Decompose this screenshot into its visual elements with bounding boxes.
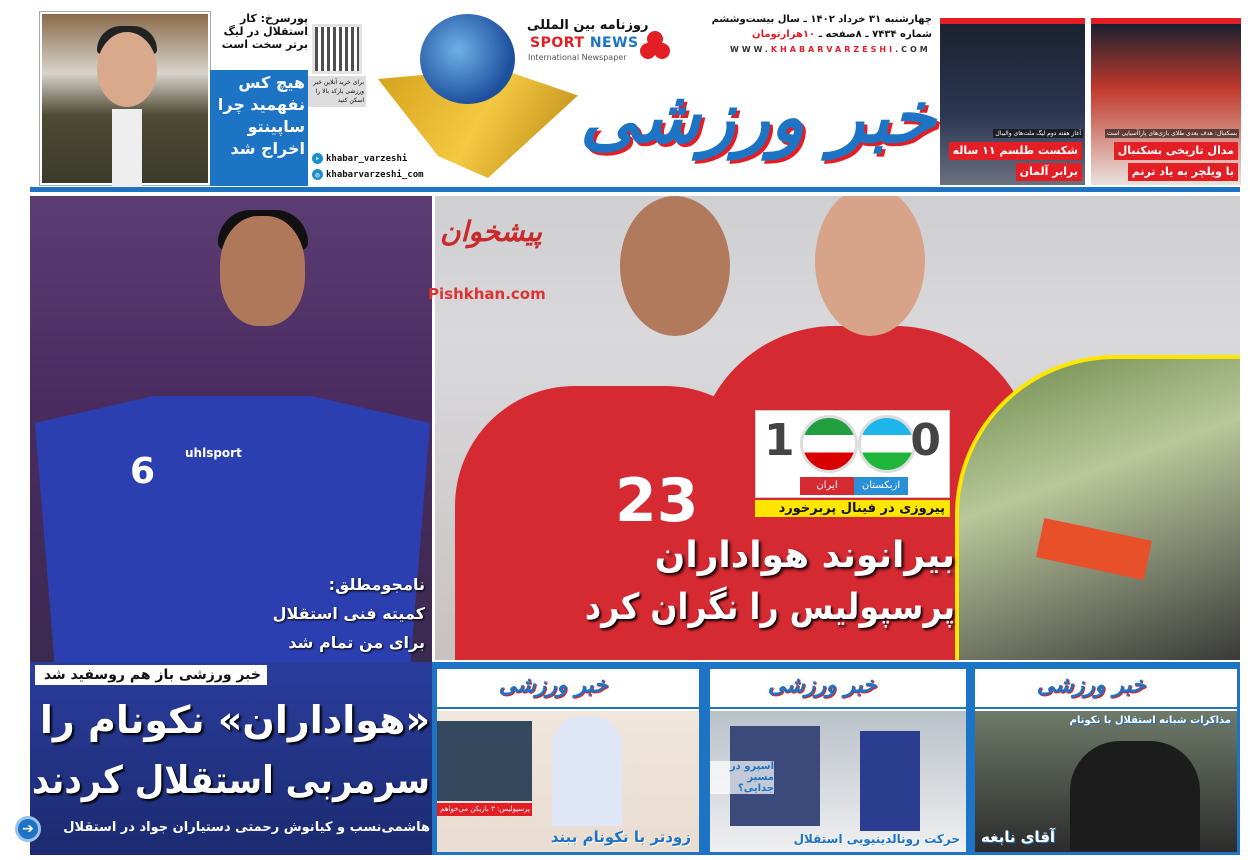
- website-post: .COM: [895, 45, 931, 54]
- telegram-text: khabar_varzeshi: [326, 153, 408, 164]
- scoreboard: [755, 410, 950, 498]
- website-pre: WWW.: [730, 45, 771, 54]
- shirt-brand: uhlsport: [185, 446, 242, 460]
- news-word: NEWS: [589, 35, 639, 51]
- date-line: چهارشنبه ۳۱ خرداد ۱۴۰۲ ـ سال بیست‌وششم: [711, 14, 932, 25]
- telegram-icon: ➤: [312, 153, 323, 164]
- mini-masthead: خبر ورزشی: [498, 673, 608, 698]
- volleyball-story-thumb[interactable]: [940, 18, 1085, 185]
- sport-word: SPORT: [530, 35, 585, 51]
- price: ۱۰هزارتومان: [752, 29, 816, 40]
- qr-caption: برای خرید آنلاین خبر ورزشی بارکد بالا را اسکن کنید: [308, 76, 366, 107]
- issue-line: [712, 29, 932, 40]
- header-divider: [30, 187, 1240, 192]
- thumb-headline-2: با ویلچر به یاد ترنم: [1128, 163, 1238, 181]
- left-lead: هاشمی‌نسب و کیانوش رحمتی دستیاران جواد در استقلال: [63, 820, 430, 835]
- basketball-story-thumb[interactable]: [1091, 18, 1241, 185]
- quote-line: برای من تمام شد: [288, 633, 425, 652]
- left-story-kicker: پورسرخ: کار استقلال در لیگ برتر سخت است: [221, 12, 308, 51]
- left-headline-line-2: سرمربی استقلال کردند: [31, 758, 430, 802]
- website-link[interactable]: [730, 45, 930, 54]
- left-kicker: خبر ورزشی باز هم روسفید شد: [35, 665, 267, 685]
- telegram-handle[interactable]: [312, 153, 407, 164]
- left-headline[interactable]: [32, 690, 430, 810]
- iran-flag-icon: [800, 415, 858, 473]
- qr-code[interactable]: [312, 24, 362, 74]
- mini-side-headline: آقای نابغه: [981, 828, 1056, 846]
- instagram-handle[interactable]: [312, 169, 424, 180]
- shirt-number: 6: [130, 451, 156, 492]
- watermark-en: Pishkhan.com: [428, 285, 546, 303]
- sport-news-fa: روزنامه بین المللی: [527, 18, 649, 33]
- left-story-headline[interactable]: هیچ کس نفهمید چرا ساپینتو اخراج شد: [210, 70, 308, 186]
- uzbekistan-flag-icon: [858, 415, 916, 473]
- jersey-number: 23: [615, 466, 699, 536]
- masthead-logo: خبر ورزشی: [580, 75, 936, 159]
- sport-news-label: [530, 35, 639, 51]
- mini-headline: مذاکرات شبانه استقلال با نکونام: [1069, 715, 1231, 726]
- main-headline-line-2: پرسپولیس را نگران کرد: [584, 587, 955, 628]
- quote-line: نامجومطلق:: [328, 575, 425, 594]
- previous-issue-3[interactable]: [975, 669, 1237, 852]
- thumb-kicker: بسکتبال: هدف بعدی طلای بازی‌های پاراآسیایی است: [1106, 130, 1237, 137]
- brand-dots-icon: [640, 30, 670, 60]
- instagram-icon: ◎: [312, 169, 323, 180]
- player-right-head: [815, 196, 925, 336]
- score-tag: پیروزی در فینال پربرخورد: [755, 500, 950, 517]
- previous-issue-1[interactable]: [437, 669, 699, 852]
- arrow-right-icon[interactable]: ➔: [15, 816, 41, 842]
- watermark-fa: پیشخوان: [440, 215, 543, 248]
- home-score: 1: [764, 415, 795, 466]
- away-score: 0: [910, 415, 941, 466]
- mini-inset-headline: اسپرو در مسیر جدایی؟: [710, 761, 774, 794]
- website-mid: KHABARVARZESHI: [770, 45, 896, 54]
- player-left-head: [620, 196, 730, 336]
- left-quote: [225, 570, 425, 657]
- sport-news-sub: International Newspaper: [528, 53, 627, 62]
- mini-headline: حرکت رونالدینیویی استقلال: [793, 832, 960, 846]
- main-headline-line-1: بیرانوند هواداران: [654, 535, 955, 576]
- main-headline[interactable]: [585, 530, 955, 634]
- left-story-photo: [40, 12, 210, 185]
- home-team: ایران: [800, 477, 854, 495]
- previous-issue-2[interactable]: [710, 669, 966, 852]
- logo-globe-icon: [420, 14, 515, 104]
- instagram-text: khabarvarzeshi_com: [326, 169, 424, 180]
- quote-line: کمیته فنی استقلال: [272, 604, 425, 623]
- mini-headline: زودتر با نکونام ببند: [550, 828, 691, 846]
- mini-side-headline: پرسپولیس: ۳ بازیکن می‌خواهم: [437, 803, 532, 816]
- thumb-kicker: آغاز هفته دوم لیگ ملت‌های والیبال: [995, 130, 1081, 137]
- mini-masthead: خبر ورزشی: [1036, 673, 1146, 698]
- away-team: ازبکستان: [854, 477, 908, 495]
- thumb-headline-1: شکست طلسم ۱۱ ساله: [949, 142, 1082, 160]
- left-headline-line-1: «هواداران» نکونام را: [39, 698, 430, 742]
- thumb-headline-2: برابر آلمان: [1016, 163, 1082, 181]
- mini-masthead: خبر ورزشی: [767, 673, 877, 698]
- thumb-headline-1: مدال تاریخی بسکتبال: [1114, 142, 1238, 160]
- issue-number: شماره ۷۴۳۴ ـ ۸صفحه ـ: [818, 29, 932, 40]
